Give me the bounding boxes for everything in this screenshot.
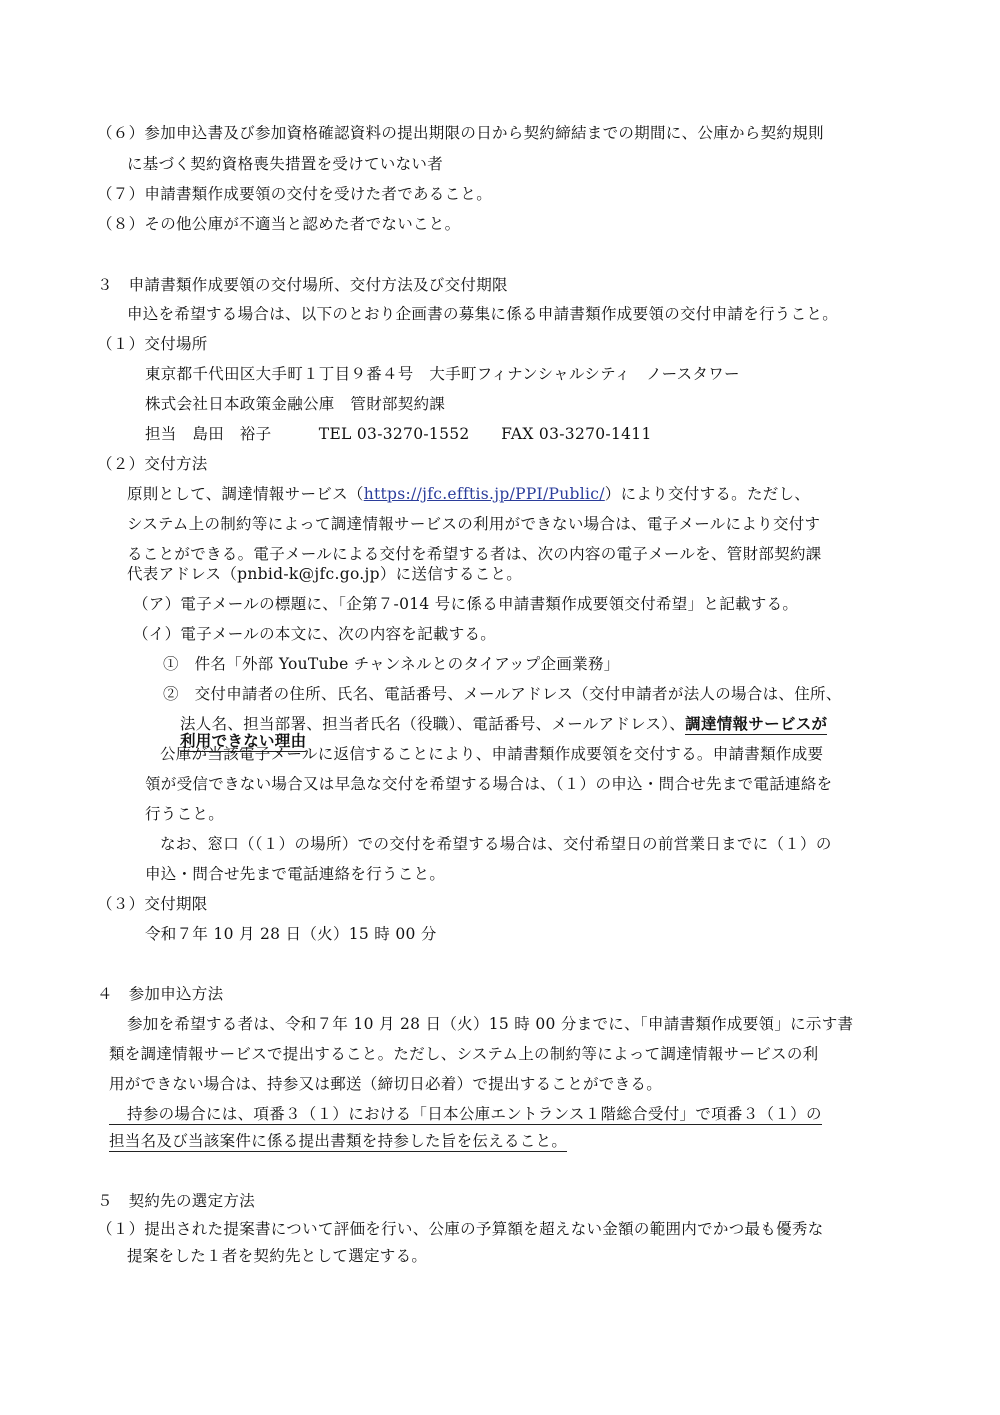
method-p1-post: ）により交付する。ただし、 — [604, 485, 811, 503]
place-contact: 担当 島田 裕子 TEL 03-3270-1552 FAX 03-3270-1411 — [145, 425, 652, 443]
method-paragraph-line-3: ることができる。電子メールによる交付を希望する者は、次の内容の電子メールを、管財部契約課 — [127, 545, 822, 563]
item-8: （８）その他公庫が不適当と認めた者でないこと。 — [97, 215, 461, 233]
procurement-service-link[interactable]: https://jfc.efftis.jp/PPI/Public/ — [363, 485, 605, 503]
reply-line-2: 領が受信できない場合又は早急な交付を希望する場合は、（１）の申込・問合せ先まで電話連絡を — [145, 775, 833, 793]
i2-emphasis-start: 調達情報サービスが — [685, 714, 828, 733]
method-item-i-2-line-1: ② 交付申請者の住所、氏名、電話番号、メールアドレス（交付申請者が法人の場合は、住所、 — [163, 685, 842, 703]
section-5-item-1-line-2: 提案をした１者を契約先として選定する。 — [127, 1247, 428, 1265]
note-line-1: なお、窓口（（１）の場所）での交付を希望する場合は、交付希望日の前営業日までに（１）の — [160, 835, 832, 853]
note-line-2: 申込・問合せ先まで電話連絡を行うこと。 — [145, 865, 446, 883]
method-item-i: （イ）電子メールの本文に、次の内容を記載する。 — [133, 625, 497, 643]
method-paragraph-line-4: 代表アドレス（pnbid-k@jfc.go.jp）に送信すること。 — [127, 565, 523, 583]
item-6-line-2: に基づく契約資格喪失措置を受けていない者 — [127, 155, 444, 173]
section-3-heading: ３ 申請書類作成要領の交付場所、交付方法及び交付期限 — [97, 276, 508, 294]
i2-line2-text: 法人名、担当部署、担当者氏名（役職）、電話番号、メールアドレス）、 — [180, 715, 686, 733]
section-4-line-2: 類を調達情報サービスで提出すること。ただし、システム上の制約等によって調達情報サービスの利 — [109, 1045, 819, 1063]
i2-emphasis-end: 利用できない理由 — [180, 731, 307, 750]
underlined-text-2: 担当名及び当該案件に係る提出書類を持参した旨を伝えること。 — [109, 1132, 568, 1150]
method-paragraph-line-2: システム上の制約等によって調達情報サービスの利用ができない場合は、電子メールにより交付す — [127, 515, 821, 533]
deadline-value: 令和７年 10 月 28 日（火）15 時 00 分 — [145, 925, 437, 943]
section-5-item-1-line-1: （１）提出された提案書について評価を行い、公庫の予算額を超えない金額の範囲内でかつ最も優秀な — [97, 1220, 824, 1238]
place-heading: （１）交付場所 — [97, 335, 208, 353]
method-item-a: （ア）電子メールの標題に、「企第７-014 号に係る申請書類作成要領交付希望」と記載する。 — [133, 595, 799, 613]
item-7: （７）申請書類作成要領の交付を受けた者であること。 — [97, 185, 493, 203]
place-address: 東京都千代田区大手町１丁目９番４号 大手町フィナンシャルシティ ノースタワー — [145, 365, 740, 383]
section-4-heading: ４ 参加申込方法 — [97, 985, 224, 1003]
section-4-underlined-line-2 — [109, 1130, 567, 1152]
method-heading: （２）交付方法 — [97, 455, 208, 473]
section-4-line-1: 参加を希望する者は、令和７年 10 月 28 日（火）15 時 00 分までに、「申請書類作成要領」に示す書 — [127, 1015, 854, 1033]
section-4-underlined-line-1 — [109, 1103, 822, 1125]
deadline-heading: （３）交付期限 — [97, 895, 208, 913]
section-5-heading: ５ 契約先の選定方法 — [97, 1192, 256, 1210]
reply-line-3: 行うこと。 — [145, 805, 225, 823]
method-p1-pre: 原則として、調達情報サービス（ — [127, 485, 364, 503]
reply-line-1: 公庫が当該電子メールに返信することにより、申請書類作成要領を交付する。申請書類作成要 — [160, 745, 824, 763]
section-4-line-3: 用ができない場合は、持参又は郵送（締切日必着）で提出することができる。 — [109, 1075, 663, 1093]
underlined-text-1: 持参の場合には、項番３（１）における「日本公庫エントランス１階総合受付」で項番３（１）の — [109, 1105, 822, 1125]
item-6-line-1: （６）参加申込書及び参加資格確認資料の提出期限の日から契約締結までの期間に、公庫から契約規則 — [97, 124, 824, 142]
section-3-intro: 申込を希望する場合は、以下のとおり企画書の募集に係る申請書類作成要領の交付申請を行うこと。 — [127, 305, 839, 323]
method-paragraph-line-1 — [127, 483, 810, 505]
place-org: 株式会社日本政策金融公庫 管財部契約課 — [145, 395, 446, 413]
method-item-i-1: ① 件名「外部 YouTube チャンネルとのタイアップ企画業務」 — [163, 655, 620, 673]
